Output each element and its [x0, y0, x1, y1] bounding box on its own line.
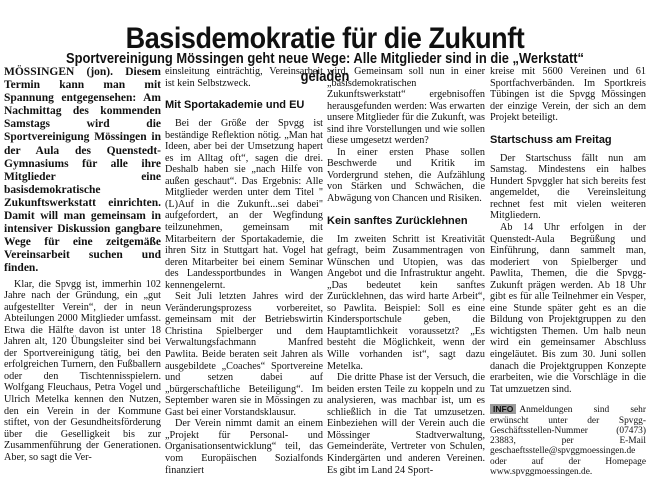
column-2	[165, 66, 323, 476]
body-paragraph: Seit Juli letzten Jahres wird der Veränderungsprozess vorbereitet, gemeinsam mit der Betriebswirtin Christina Spielberger und dem Verwaltungsfachmann Manfred Pawlita. Beide beraten seit Jahren als ausgebildete „Coaches“ Sportvereine und setzen dabei auf „bürgerschaftliche Beteiligung“. Im September waren sie in Mössingen zu Gast bei einer Vorstandsklausur.	[165, 291, 323, 418]
section-heading-zuruecklehnen: Kein sanftes Zurücklehnen	[327, 214, 468, 227]
column-4	[490, 66, 646, 477]
info-box	[490, 404, 646, 477]
body-paragraph: Die dritte Phase ist der Versuch, die beiden ersten Teile zu koppeln und zu analysieren, was machbar ist, um es schließlich in die Tat umzusetzen. Einbeziehen will der Verein auch die Mössinger Stadtverwaltung, Gemeinderäte, Vertreter von Schulen, Kindergärten und anderen Vereinen. Es gibt im Land 24 Sport-	[327, 372, 485, 476]
info-badge: INFO	[490, 404, 516, 414]
section-heading-sportakademie: Mit Sportakademie und EU	[165, 99, 305, 112]
body-paragraph: Bei der Größe der Spvgg ist beständige Reflektion nötig. „Man hat Ideen, aber bei der Umsetzung hapert es im Alltag oft“, sagen die drei. Deshalb haben sie „nach Hilfe von außen geschaut“. Das Ergebnis: Alle Mitglieder werden unter dem Titel "(L)Auf in die Zukunft...sei dabei" aufgefordert, an der Wegfindung teilzunehmen, gemeinsam mit Mitarbeitern der Sportakademie, die ihren Sitz in Stuttgart hat. Vogel hat deren Mitarbeiter bei einem Seminar des Landessportbundes in Wangen kennengelernt.	[165, 118, 323, 291]
body-paragraph: wird. Gemeinsam soll nun in einer „basisdemokratischen Zukunftswerkstatt“ ergebnisoffen herausgefunden werden: Was erwarten unsere Mitglieder für die Zukunft, was sind ihre Vorstellungen und wie sollen diese umgesetzt werden?	[327, 66, 485, 147]
subheadline: Sportvereinigung Mössingen geht neue Wege: Alle Mitglieder sind in die „Werkstatt“ geladen	[66, 50, 584, 86]
lead-paragraph: MÖSSINGEN (jon). Diesem Termin kann man mit Spannung entgegensehen: Am Nachmittag des kommenden Samstags wird die Sportvereinigung Mössingen in der Aula des Quenstedt-Gymnasiums für alle ihre Mitglieder eine basisdemokratische Zukunftswerkstatt einrichten. Damit will man gemeinsam in intensiver Diskussion gangbare Wege für eine zeitgemäße Vereinsarbeit suchen und finden.	[4, 66, 161, 275]
body-paragraph: Im zweiten Schritt ist Kreativität gefragt, beim Zusammentragen von Wünschen und Utopien, was das Angebot und die Infrastruktur angeht. „Das bedeutet kein sanftes Zurücklehnen, das wird harte Arbeit“, so Pawlita. Beispiel: Soll es eine Kindersportschule geben, die Hauptamtlichkeit voraussetzt? „Es besteht die Möglichkeit, wenn der Wille vorhanden ist“, sagt dazu Metelka.	[327, 233, 485, 372]
body-paragraph: In einer ersten Phase sollen Beschwerde und Kritik im Vordergrund stehen, die Aufzählung von Stärken und Schwächen, die Abwägung von Chancen und Risiken.	[327, 146, 485, 205]
info-text: Anmeldungen sind sehr erwünscht unter der Spvgg-Geschäftsstellen-Nummer (07473) 23883, per E-Mail geschaeftsstelle@spvggmoessingen.de oder auf der Homepage www.spvggmoessingen.de.	[490, 405, 646, 477]
section-heading-startschuss: Startschuss am Freitag	[490, 133, 612, 146]
body-paragraph: Ab 14 Uhr erfolgen in der Quenstedt-Aula Begrüßung und Einführung, dann sammelt man, moderiert von Spielberger und Pawlita, Themen, die die Spvgg-Zukunft prägen werden. Ab 18 Uhr gibt es für alle Teilnehmer ein Vesper, eine Stunde später geht es an die Bildung von Projektgruppen zu den wichtigsten Themen. Um halb neun wird ein gemeinsamer Abschluss eingeläutet. Bis zum 30. Juni sollen danach die Projektgruppen Konzepte erarbeiten, wie die Vorschläge in die Tat umzuetzen sind.	[490, 222, 646, 395]
body-paragraph: Der Startschuss fällt nun am Samstag. Mindestens ein halbes Hundert Spvggler hat sich bereits fest angemeldet, die Vereinsleitung rechnet fest mit vielen weiteren Mitgliedern.	[490, 152, 646, 222]
body-paragraph: Der Verein nimmt damit an einem „Projekt für Personal- und Organisationsentwicklung“ teil, das vom Europäischen Sozialfonds finanziert	[165, 418, 323, 476]
column-3	[327, 66, 485, 476]
headline: Basisdemokratie für die Zukunft	[125, 22, 525, 56]
column-1	[4, 66, 161, 463]
body-paragraph: Klar, die Spvgg ist, immerhin 102 Jahre nach der Gründung, ein „gut aufgestellter Verein“, der in neun Abteilungen 2000 Mitglieder umfasst. Etwa die Hälfte davon ist unter 18 Jahren alt, 120 Übungsleiter sind bei der Sportvereinigung tätig, bei den erfolgreichen Turnern, den Fußballern oder den Tischtennisspielern. Wolfgang Fleuchaus, Petra Vogel und Ulrich Metelka kennen den Nutzen, den ein Verein in der Kommune stiftet, von der Gesundheitsförderung über die Geselligkeit bis zur Zusammenführung der Generationen. Aber, so sagt die Ver-	[4, 278, 161, 463]
body-paragraph: einsleitung einträchtig, Vereinsarbeit ist kein Selbstzweck.	[165, 66, 323, 89]
body-paragraph: kreise mit 5600 Vereinen und 61 Sportfachverbänden. Im Sportkreis Tübingen ist die Spvgg Mössingen der einzige Verein, der sich an dem Projekt beteiligt.	[490, 66, 646, 124]
